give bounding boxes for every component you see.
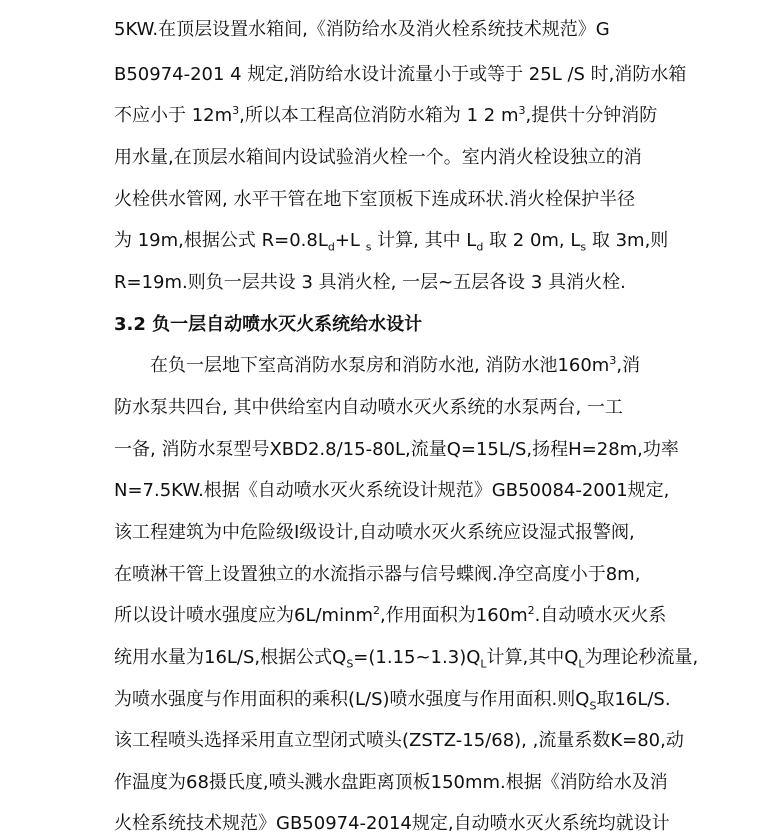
text-line: 为 19m,根据公式 $R=0.8L_d+L$ $_s$ 计算, 其中 $L_d$ 取 2 0m, $L_s$ 取 3m,则 (114, 230, 669, 254)
text-line: 一备, 消防水泵型号XBD2.8/15-80L,流量Q=15L/S,扬程H=28m,功率 (114, 439, 679, 460)
text-line: R=19m.则负一层共设 3 具消火栓, 一层~五层各设 3 具消火栓. (114, 272, 626, 293)
text-line: 在负一层地下室高消防水泵房和消防水池, 消防水池$160m^3$,消 (150, 354, 641, 376)
text-line: 防水泵共四台, 其中供给室内自动喷水灭火系统的水泵两台, 一工 (114, 397, 623, 418)
text-line: 统用水量为16L/S,根据公式$Q_S=(1.15\sim 1.3)Q_L$计算,其中$Q_L$为理论秒流量, (114, 647, 699, 671)
text-line: 为喷水强度与作用面积的乘积(L/S)喷水强度与作用面积.则$Q_S$取16L/S. (114, 689, 671, 713)
text-line: 作温度为68摄氏度,喷头溅水盘距离顶板150mm.根据《消防给水及消 (114, 772, 668, 793)
text-line: 在喷淋干管上设置独立的水流指示器与信号蝶阀.净空高度小于8m, (114, 564, 641, 585)
text-line: 不应小于 $12m^3$,所以本工程高位消防水箱为 1 2 $m^3$,提供十分钟消防 (114, 104, 658, 126)
text-line: B50974-201 4 规定,消防给水设计流量小于或等于 25L /S 时,消防水箱 (114, 64, 687, 85)
text-line: 该工程建筑为中危险级I级设计,自动喷水灭火系统应设湿式报警阀, (114, 522, 635, 543)
text-line: 火栓供水管网, 水平干管在地下室顶板下连成环状.消火栓保护半径 (114, 189, 636, 210)
text-line: 火栓系统技术规范》GB50974-2014规定,自动喷水灭火系统均就设计 (114, 813, 670, 834)
text-line: 该工程喷头选择采用直立型闭式喷头(ZSTZ-15/68), ,流量系数K=80,动 (114, 730, 684, 751)
section-heading: 3.2 负一层自动喷水灭火系统给水设计 (114, 314, 423, 335)
text-line: 所以设计喷水强度应为6L/minm$^2$,作用面积为$160m^2$.自动喷水灭火系 (114, 604, 667, 626)
text-line: N=7.5KW.根据《自动喷水灭火系统设计规范》GB50084-2001规定, (114, 480, 670, 501)
text-line: 5KW.在顶层设置水箱间,《消防给水及消火栓系统技术规范》G (114, 19, 610, 40)
text-line: 用水量,在顶层水箱间内设试验消火栓一个。室内消火栓设独立的消 (114, 147, 642, 168)
